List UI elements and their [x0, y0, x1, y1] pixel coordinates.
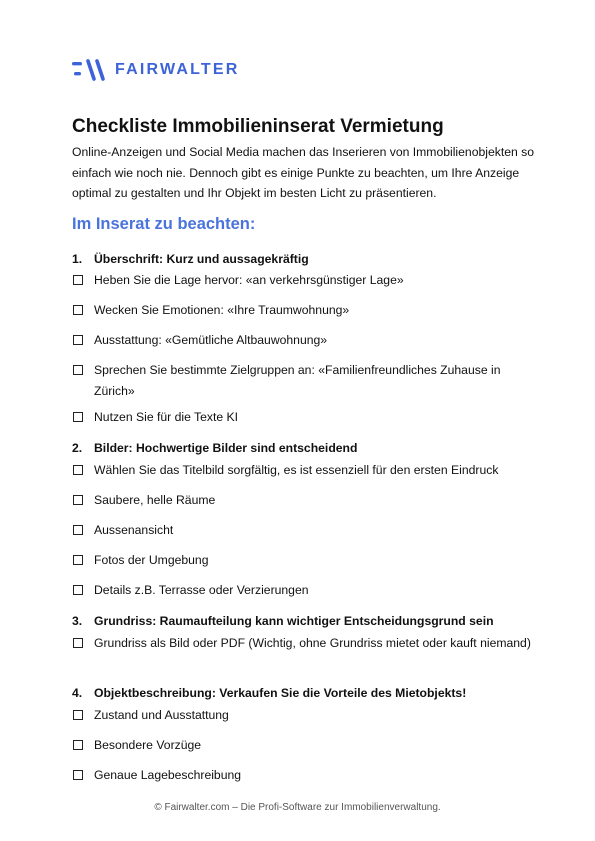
fairwalter-logo-icon [72, 58, 106, 82]
checkbox-icon[interactable] [72, 300, 94, 321]
checkbox-icon[interactable] [72, 330, 94, 351]
checkbox-icon[interactable] [72, 580, 94, 601]
checklist-item [72, 330, 542, 351]
group-heading-text: Bilder: Hochwertige Bilder sind entscheidend [94, 441, 358, 455]
brand-logo [72, 57, 240, 83]
checklist-item [72, 300, 542, 321]
group-heading-2 [72, 438, 542, 459]
page-title: Checkliste Immobilieninserat Vermietung [72, 116, 444, 137]
group-heading-1 [72, 249, 542, 270]
group-heading-3 [72, 611, 542, 632]
checklist-item-text: Genaue Lagebeschreibung [94, 768, 242, 782]
checkbox-icon[interactable] [72, 460, 94, 481]
checklist-item [72, 580, 542, 601]
checkbox-icon[interactable] [72, 705, 94, 726]
group-heading-text: Grundriss: Raumaufteilung kann wichtiger Entscheidungsgrund sein [94, 614, 494, 628]
checklist-item-text: Sprechen Sie bestimmte Zielgruppen an: «Familienfreundliches Zuhause in Zürich» [94, 363, 501, 398]
checklist-item-text: Besondere Vorzüge [94, 738, 202, 752]
intro-paragraph: Online-Anzeigen und Social Media machen das Inserieren von Immobilienobjekten so einfach wie noch nie. Dennoch gibt es einige Punkte zu beachten, um Ihre Anzeige optimal zu gestalten und Ihr Objekt im besten Licht zu präsentieren. [72, 145, 535, 200]
checkbox-icon[interactable] [72, 520, 94, 541]
checklist-item-text: Nutzen Sie für die Texte KI [94, 410, 239, 424]
group-number: 1. [72, 252, 83, 266]
checklist-item [72, 360, 542, 402]
checklist-item [72, 550, 542, 571]
checklist-item-text: Aussenansicht [94, 523, 174, 537]
checklist-item [72, 705, 542, 726]
checklist-item [72, 735, 542, 756]
checklist-item [72, 460, 542, 481]
section-title: Im Inserat zu beachten: [72, 215, 256, 233]
checklist-item [72, 520, 542, 541]
checkbox-icon[interactable] [72, 765, 94, 786]
checklist-item [72, 490, 542, 511]
checklist-item [72, 270, 542, 291]
brand-name: FAIRWALTER [115, 61, 240, 78]
checkbox-icon[interactable] [72, 550, 94, 571]
checkbox-icon[interactable] [72, 633, 94, 654]
checklist-item [72, 765, 542, 786]
checkbox-icon[interactable] [72, 407, 94, 428]
checklist-item [72, 633, 542, 654]
checklist-item-text: Ausstattung: «Gemütliche Altbauwohnung» [94, 333, 328, 347]
checkbox-icon[interactable] [72, 270, 94, 291]
checkbox-icon[interactable] [72, 735, 94, 756]
group-heading-text: Überschrift: Kurz und aussagekräftig [94, 252, 309, 266]
checklist-item-text: Heben Sie die Lage hervor: «an verkehrsgünstiger Lage» [94, 273, 404, 287]
checklist-item-text: Wecken Sie Emotionen: «Ihre Traumwohnung» [94, 303, 350, 317]
checklist-item-text: Zustand und Ausstattung [94, 708, 229, 722]
checklist-item-text: Details z.B. Terrasse oder Verzierungen [94, 583, 309, 597]
checklist-item-text: Wählen Sie das Titelbild sorgfältig, es ist essenziell für den ersten Eindruck [94, 463, 499, 477]
checklist-item [72, 407, 542, 428]
checkbox-icon[interactable] [72, 490, 94, 511]
checklist-item-text: Fotos der Umgebung [94, 553, 209, 567]
group-number: 4. [72, 686, 83, 700]
page-footer: © Fairwalter.com – Die Profi-Software zur Immobilienverwaltung. [154, 802, 441, 813]
group-number: 2. [72, 441, 83, 455]
checkbox-icon[interactable] [72, 360, 94, 402]
group-heading-4 [72, 683, 542, 704]
group-number: 3. [72, 614, 83, 628]
group-heading-text: Objektbeschreibung: Verkaufen Sie die Vorteile des Mietobjekts! [94, 686, 467, 700]
checklist-item-text: Saubere, helle Räume [94, 493, 216, 507]
checklist-item-text: Grundriss als Bild oder PDF (Wichtig, ohne Grundriss mietet oder kauft niemand) [94, 636, 531, 650]
